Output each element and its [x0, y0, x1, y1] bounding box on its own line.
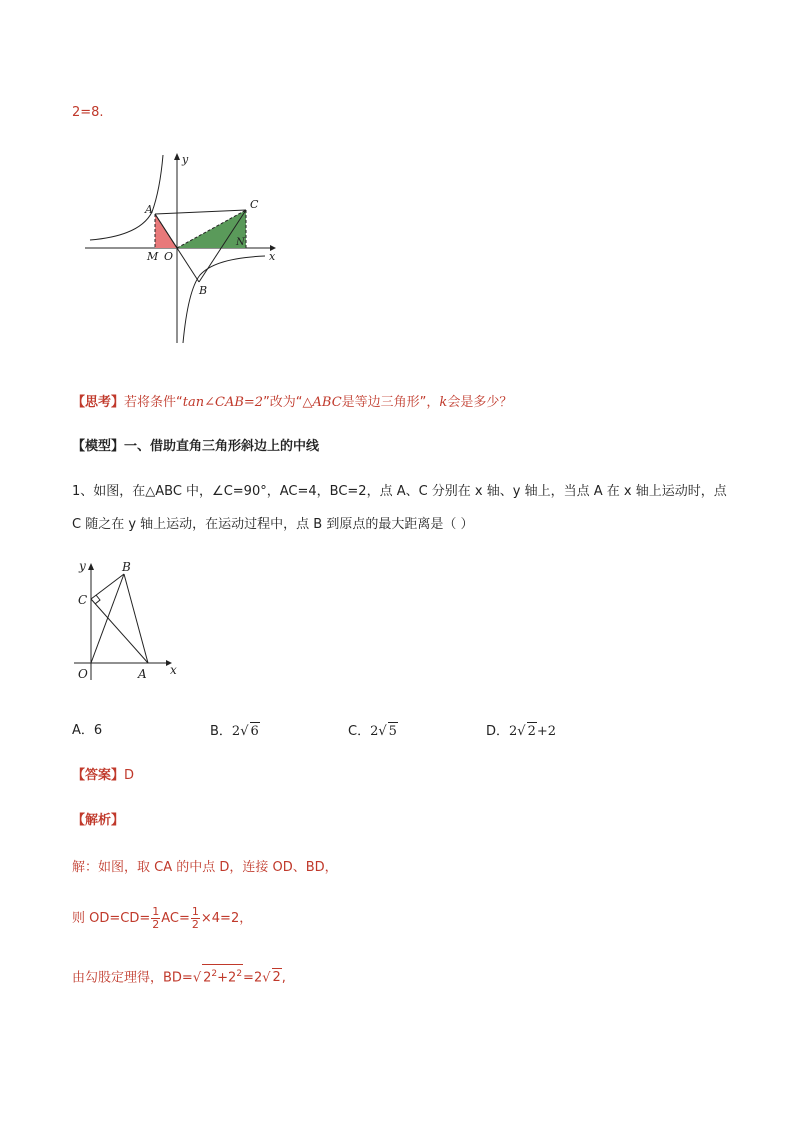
segment-OB — [91, 574, 124, 663]
option-c-label: C． — [348, 724, 371, 739]
think-k: k — [439, 395, 448, 410]
question-line-2: C 随之在 y 轴上运动，在运动过程中，点 B 到原点的最大距离是（ ） — [72, 517, 474, 532]
fraction-1-numerator: 1 — [152, 905, 160, 918]
think-cond: tan∠CAB=2 — [182, 395, 264, 410]
model-line — [72, 438, 319, 456]
sol3-exp2: 2 — [236, 969, 243, 979]
segment-AC — [155, 210, 246, 214]
label-O: O — [164, 250, 174, 263]
question-line-1: 1、如图，在△ABC 中，∠C=90°，AC=4，BC=2，点 A、C 分别在 x 轴、y 轴上，当点 A 在 x 轴上运动时，点 — [72, 484, 727, 499]
think-tag: 【思考】 — [72, 395, 125, 410]
label-x: x — [269, 250, 276, 263]
model-tag: 【模型】 — [72, 439, 125, 454]
radical-sign-icon: √ — [240, 724, 249, 739]
figure-hyperbola — [80, 148, 285, 348]
think-post: 是等边三角形”， — [341, 395, 440, 410]
option-c-coef: 2 — [370, 724, 379, 739]
solution-line-2 — [72, 906, 252, 931]
option-a-label: A． — [72, 723, 94, 738]
fraction-1-denominator: 2 — [152, 918, 160, 931]
label-x: x — [170, 663, 177, 677]
sol3-exp1: 2 — [211, 969, 218, 979]
sol3-term1: 2 — [203, 970, 212, 986]
option-b-coef: 2 — [231, 724, 241, 739]
right-angle-mark — [95, 595, 100, 604]
think-line — [72, 394, 512, 412]
label-N: N — [236, 237, 245, 248]
label-B: B — [199, 284, 208, 297]
label-y: y — [182, 153, 189, 166]
option-d-tail: +2 — [536, 724, 557, 739]
hyperbola-right-branch — [183, 256, 265, 343]
option-c[interactable] — [348, 722, 398, 741]
y-axis-arrow — [88, 563, 94, 570]
radical-sign-icon: √ — [262, 970, 271, 986]
option-b[interactable] — [210, 722, 260, 741]
sol2-pre: 则 OD=CD= — [72, 911, 151, 926]
radical-sign-icon: √ — [517, 724, 526, 739]
fraction-2 — [191, 906, 200, 931]
think-tail: 会是多少？ — [447, 395, 513, 410]
option-d-radicand: 2 — [527, 724, 536, 739]
sol2-mid: AC= — [161, 911, 190, 926]
solution-line-3 — [72, 964, 286, 987]
radical-sign-icon: √ — [378, 724, 387, 739]
answer-tag: 【答案】 — [72, 768, 125, 783]
top-line: 2=8. — [72, 105, 104, 120]
option-b-radicand: 6 — [250, 724, 259, 739]
label-y: y — [79, 559, 86, 573]
solution-line-1: 解：如图，取 CA 的中点 D，连接 OD、BD， — [72, 860, 338, 875]
think-pre: 若将条件“ — [124, 395, 183, 410]
hyperbola-left-branch — [90, 155, 163, 240]
fraction-2-denominator: 2 — [191, 918, 199, 931]
y-axis-arrow — [174, 153, 180, 160]
label-O: O — [78, 667, 88, 681]
figure-triangle — [70, 555, 185, 685]
radical-sign-icon: √ — [192, 970, 202, 986]
sol3-rad2: 2 — [272, 970, 281, 986]
analysis-tag: 【解析】 — [72, 813, 125, 828]
label-C: C — [250, 198, 259, 211]
sol3-pre: 由勾股定理得，BD= — [72, 970, 193, 986]
sol3-tail: , — [281, 970, 286, 986]
think-mid: ”改为“△ — [263, 395, 313, 410]
option-d[interactable] — [486, 722, 556, 741]
fraction-2-numerator: 1 — [191, 905, 199, 918]
label-C: C — [78, 593, 88, 607]
fraction-1 — [151, 906, 160, 931]
sol3-plus: +2 — [217, 970, 237, 986]
label-M: M — [147, 250, 159, 263]
option-a[interactable] — [72, 722, 102, 740]
option-d-coef: 2 — [509, 724, 518, 739]
answer-value: D — [124, 768, 135, 783]
sol3-eq: =2 — [243, 970, 263, 986]
label-A: A — [138, 667, 147, 681]
sol2-post: ×4=2， — [200, 911, 253, 926]
think-abc: ABC — [312, 395, 342, 410]
option-a-value: 6 — [93, 723, 103, 738]
option-c-radicand: 5 — [388, 724, 397, 739]
answer-line — [72, 767, 134, 785]
option-d-label: D． — [486, 724, 510, 739]
model-title: 一、借助直角三角形斜边上的中线 — [124, 439, 320, 454]
option-b-label: B． — [210, 724, 232, 739]
sol3-radicand — [202, 964, 243, 987]
label-B: B — [122, 560, 131, 574]
label-A: A — [145, 203, 153, 216]
